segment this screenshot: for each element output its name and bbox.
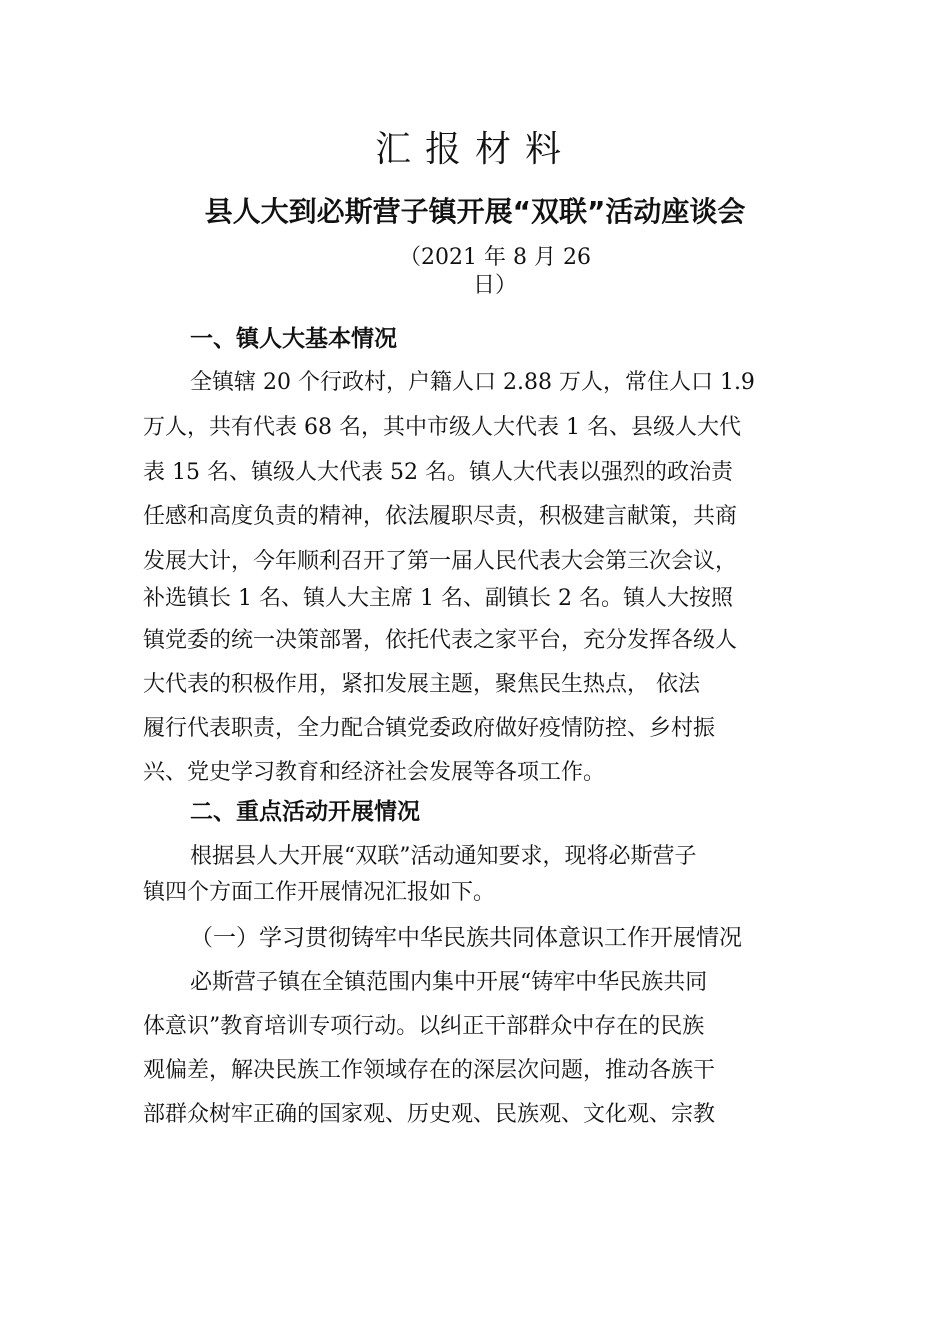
section-1-line: 补选镇长 1 名、镇人大主席 1 名、副镇长 2 名。镇人大按照 (143, 586, 733, 611)
document-title: 汇报材料 (374, 129, 575, 170)
document-date (380, 244, 610, 300)
section-1-line: 万人，共有代表 68 名，其中市级人大代表 1 名、县级人大代 (143, 415, 741, 440)
section-1-line: 全镇辖 20 个行政村，户籍人口 2.88 万人，常住人口 1.9 (190, 370, 755, 395)
section-1-line: 发展大计，今年顺利召开了第一届人民代表大会第三次会议， (143, 549, 738, 574)
subsection-1-line: 必斯营子镇在全镇范围内集中开展“铸牢中华民族共同 (190, 970, 708, 995)
subsection-1-heading: （一）学习贯彻铸牢中华民族共同体意识工作开展情况 (190, 925, 742, 951)
section-1-heading: 一、镇人大基本情况 (190, 326, 397, 352)
section-2-line: 根据县人大开展“双联”活动通知要求，现将必斯营子 (190, 844, 697, 869)
document-subtitle: 县人大到必斯营子镇开展“双联”活动座谈会 (204, 195, 746, 228)
section-2-heading: 二、重点活动开展情况 (190, 799, 420, 825)
date-line-2: 日） (472, 273, 517, 298)
section-1-line: 履行代表职责，全力配合镇党委政府做好疫情防控、乡村振 (143, 716, 716, 741)
section-1-line: 兴、党史学习教育和经济社会发展等各项工作。 (143, 760, 606, 785)
section-1-line: 表 15 名、镇级人大代表 52 名。镇人大代表以强烈的政治责 (143, 460, 733, 485)
subsection-1-line: 体意识”教育培训专项行动。以纠正干部群众中存在的民族 (143, 1014, 705, 1039)
section-2-line: 镇四个方面工作开展情况汇报如下。 (143, 880, 496, 905)
section-1-line: 任感和高度负责的精神，依法履职尽责，积极建言献策，共商 (143, 504, 738, 529)
subsection-1-line: 部群众树牢正确的国家观、历史观、民族观、文化观、宗教 (143, 1102, 716, 1127)
section-1-line: 镇党委的统一决策部署，依托代表之家平台，充分发挥各级人 (143, 628, 738, 653)
date-line-1: （2021 年 8 月 26 (399, 245, 591, 270)
section-1-line: 大代表的积极作用，紧扣发展主题，聚焦民生热点， 依法 (143, 672, 700, 697)
subsection-1-line: 观偏差，解决民族工作领域存在的深层次问题，推动各族干 (143, 1058, 716, 1083)
